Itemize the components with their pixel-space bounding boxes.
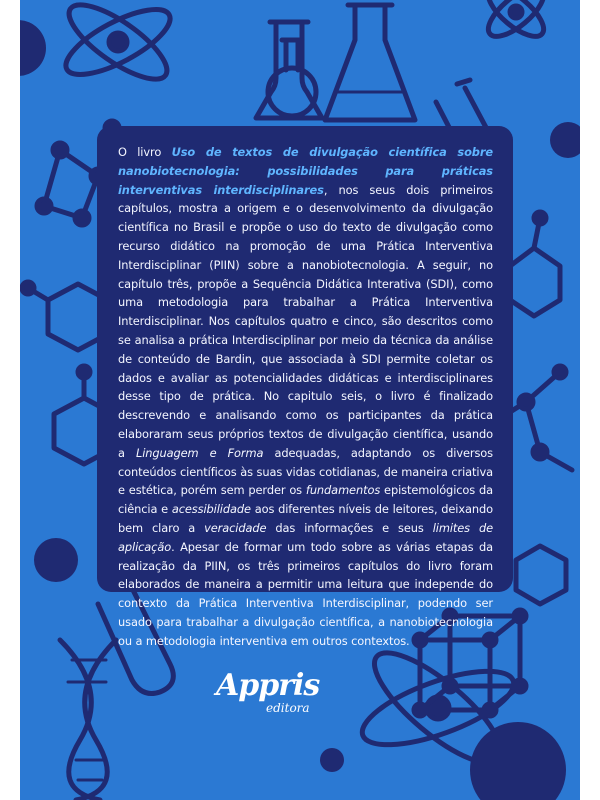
flask-icon — [325, 5, 415, 120]
book-title: Uso de textos de divulgação científica sobre nanobiotecnologia: possibilidades para práticas interventivas interdisciplinares — [118, 145, 493, 197]
synopsis-text: epistemológicos da ciência e — [118, 483, 494, 517]
synopsis-text: aos diferentes níveis de leitores, deixando bem claro a — [118, 502, 493, 535]
emphasis-text: Linguagem e Forma — [135, 445, 264, 460]
molecule-icon — [510, 212, 560, 316]
publisher-name: Appris — [216, 668, 320, 703]
emphasis-text: fundamentos — [305, 483, 381, 498]
publisher-subtitle: editora — [266, 701, 310, 715]
synopsis-text: , nos seus dois primeiros capítulos, mostra a origem e o desenvolvimento da divulgação científica no Brasil e propõe o uso do texto de divulgação como recurso didático na promoção de uma Prática Interventiva Interdisciplinar (PIIN) sobre a nanobiotecnologia. A seguir, no capítulo três, propõe a Sequência Didática Interativa (SDI), como uma metodologia para trabalhar a Prática Interventiva Interdisciplinar. Nos capítulos quatro e cinco, são descritos como se analisa a prática Interdisciplinar por meio da técnica da análise de conteúdo de Bardin, que associada à SDI permite coletar os dados e avaliar as potencialidades didáticas e interdisciplinares desse tipo de prática. No capitulo seis, o livro é finalizado descrevendo e analisando como os participantes da prática elaboraram seus próprios textos de divulgação científica, usando a — [118, 182, 493, 460]
circle-decoration — [34, 538, 78, 582]
book-synopsis — [118, 143, 493, 651]
synopsis-text: . Apesar de formar um todo sobre as várias etapas da realização da PIIN, os três primeiros capítulos do livro foram elaborados de maneira a permitir uma leitura que independe do contexto da Prática Interventiva Interdisciplinar, podendo ser usado para trabalhar a divulgação científica, a nanobiotecnologia ou a metodologia interventiva em outros contextos. — [118, 539, 493, 648]
circle-decoration — [320, 748, 344, 772]
molecule-icon — [516, 546, 566, 604]
book-back-cover — [20, 0, 580, 800]
synopsis-text: adequadas, adaptando os diversos conteúdos científicos às suas vidas cotidianas, de maneira criativa e estética, porém sem perder os — [118, 445, 494, 498]
emphasis-text: limites de aplicação — [118, 520, 493, 554]
circle-decoration — [20, 20, 46, 76]
synopsis-text: das informações e seus — [266, 520, 433, 535]
emphasis-text: veracidade — [204, 520, 267, 535]
atom-icon — [481, 0, 551, 45]
publisher-logo — [202, 668, 352, 728]
atom-icon — [57, 0, 178, 92]
synopsis-panel — [97, 126, 513, 648]
circle-decoration — [550, 122, 580, 158]
circle-decoration — [470, 722, 566, 800]
emphasis-text: acessibilidade — [171, 502, 251, 517]
molecule-icon — [22, 282, 108, 350]
synopsis-text: O livro — [118, 145, 172, 159]
dna-helix-icon — [60, 640, 116, 800]
